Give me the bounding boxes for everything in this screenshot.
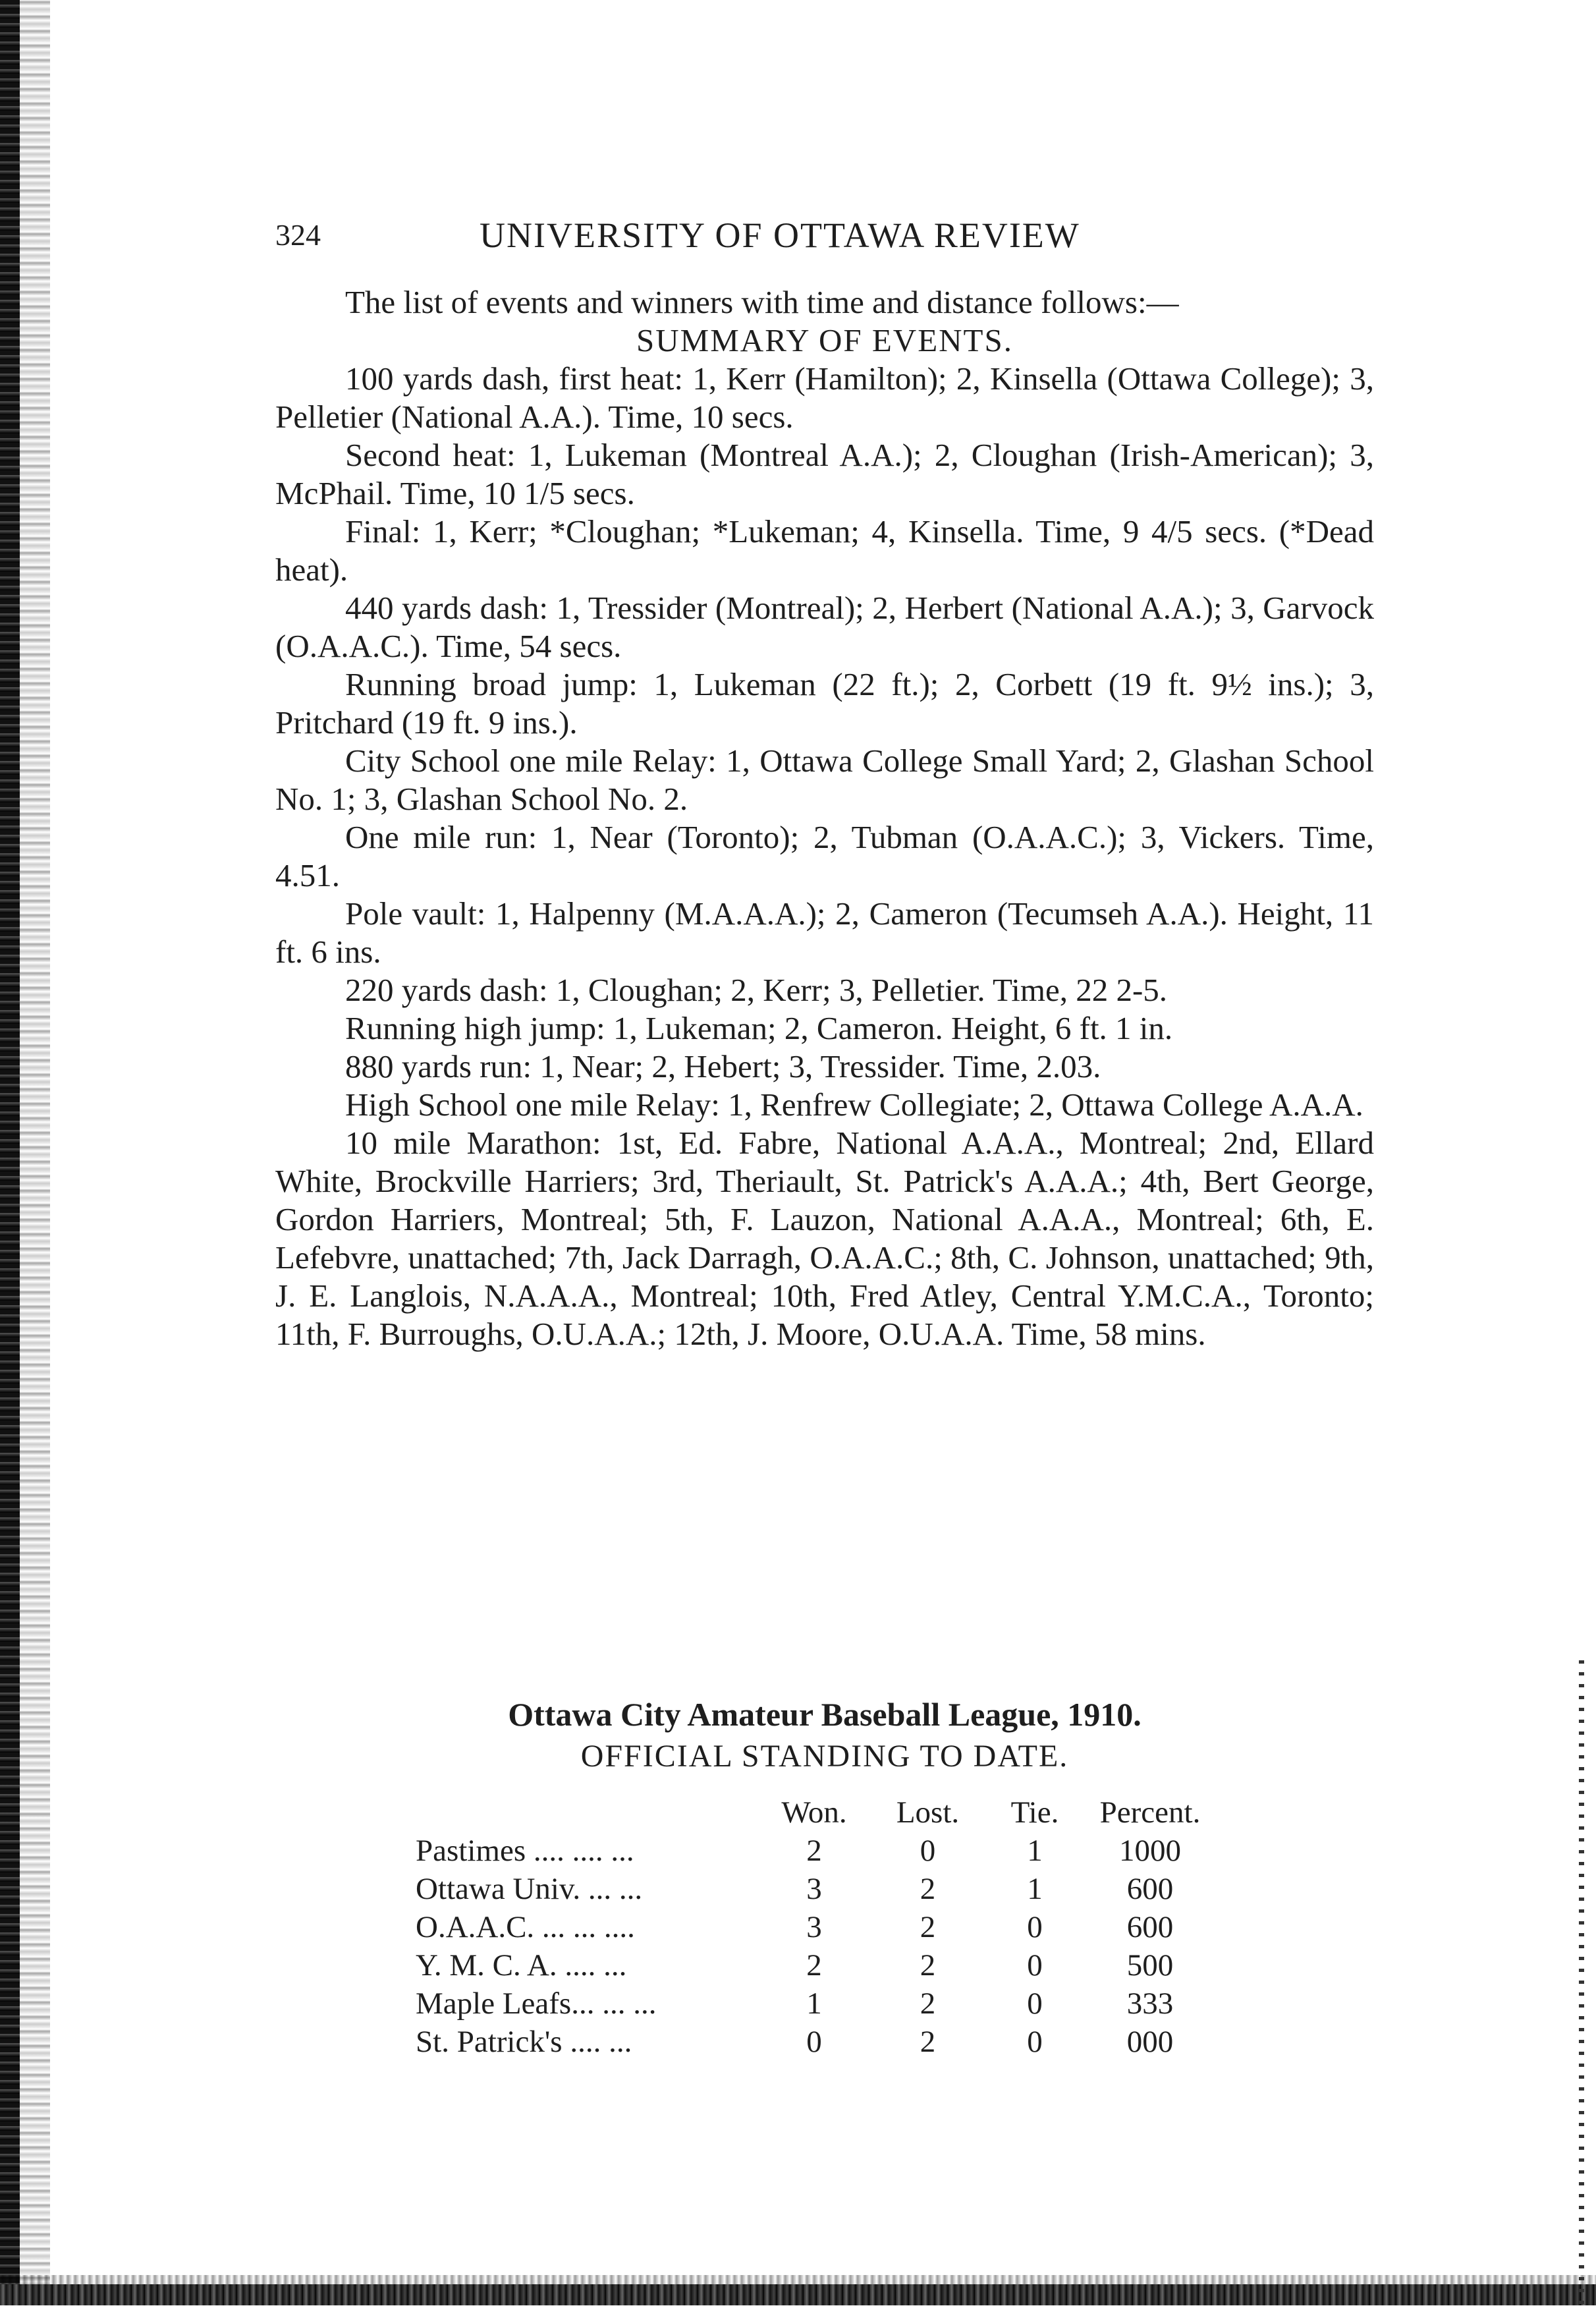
won-cell: 0 — [806, 2025, 822, 2059]
event-paragraph: City School one mile Relay: 1, Ottawa College Small Yard; 2, Glashan School No. 1; 3, Glashan School No. 2. — [275, 743, 1374, 817]
lost-cell: 2 — [920, 1948, 936, 1983]
lost-cell: 2 — [920, 1872, 936, 1906]
table-row — [416, 1984, 1216, 2023]
event-paragraph: Running high jump: 1, Lukeman; 2, Cameron. Height, 6 ft. 1 in. — [345, 1010, 1173, 1046]
table-row — [416, 1908, 1216, 1946]
lost-cell: 2 — [920, 2025, 936, 2059]
lost-cell: 2 — [920, 1986, 936, 2021]
standings-header-row — [416, 1793, 1216, 1832]
scan-edge-right — [1579, 1660, 1584, 2306]
table-row — [416, 2023, 1216, 2061]
won-cell: 2 — [806, 1948, 822, 1983]
league-title: Ottawa City Amateur Baseball League, 1910. — [508, 1696, 1142, 1733]
table-row — [416, 1832, 1216, 1870]
intro-paragraph: The list of events and winners with time and distance follows:— — [345, 284, 1179, 320]
summary-heading: SUMMARY OF EVENTS. — [636, 322, 1013, 358]
team-name: Maple Leafs... ... ... — [416, 1986, 657, 2021]
event-paragraph: Second heat: 1, Lukeman (Montreal A.A.); 2, Cloughan (Irish-American); 3, McPhail. Time, 10 1/5 secs. — [275, 437, 1374, 511]
table-row — [416, 1870, 1216, 1908]
event-paragraph: 220 yards dash: 1, Cloughan; 2, Kerr; 3, Pelletier. Time, 22 2-5. — [345, 972, 1168, 1008]
scan-binding-edge-left — [0, 0, 20, 2305]
percent-cell: 600 — [1126, 1872, 1174, 1906]
team-name: Ottawa Univ. ... ... — [416, 1872, 643, 1906]
won-cell: 1 — [806, 1986, 822, 2021]
team-name: St. Patrick's .... ... — [416, 2025, 632, 2059]
scan-edge-bottom — [0, 2284, 1596, 2305]
percent-cell: 600 — [1126, 1910, 1174, 1944]
percent-cell: 500 — [1126, 1948, 1174, 1983]
league-standings-section — [275, 1695, 1374, 2059]
standings-table — [416, 1793, 1216, 2061]
scan-edge-fringe-bottom — [0, 2275, 1596, 2284]
table-row — [416, 1946, 1216, 1984]
team-name: Y. M. C. A. .... ... — [416, 1948, 627, 1983]
percent-column-header: Percent. — [1099, 1795, 1201, 1830]
lost-column-header: Lost. — [896, 1795, 960, 1830]
event-paragraph: Running broad jump: 1, Lukeman (22 ft.); 2, Corbett (19 ft. 9½ ins.); 3, Pritchard (19 ft. 9 ins.). — [275, 666, 1374, 741]
lost-cell: 2 — [920, 1910, 936, 1944]
tie-cell: 0 — [1027, 1910, 1043, 1944]
percent-cell: 1000 — [1119, 1834, 1181, 1868]
percent-cell: 333 — [1126, 1986, 1174, 2021]
event-paragraph: Pole vault: 1, Halpenny (M.A.A.A.); 2, Cameron (Tecumseh A.A.). Height, 11 ft. 6 ins. — [275, 895, 1374, 970]
page-number: 324 — [275, 218, 321, 252]
percent-cell: 000 — [1126, 2025, 1174, 2059]
page-header — [275, 217, 1369, 270]
events-summary — [275, 283, 1374, 1353]
event-paragraph: 880 yards run: 1, Near; 2, Hebert; 3, Tressider. Time, 2.03. — [345, 1048, 1101, 1084]
tie-column-header: Tie. — [1010, 1795, 1059, 1830]
scan-binding-fringe-left — [20, 0, 50, 2305]
tie-cell: 1 — [1027, 1834, 1043, 1868]
event-paragraph: High School one mile Relay: 1, Renfrew Collegiate; 2, Ottawa College A.A.A. — [345, 1086, 1363, 1123]
event-paragraph: One mile run: 1, Near (Toronto); 2, Tubman (O.A.A.C.); 3, Vickers. Time, 4.51. — [275, 819, 1374, 893]
running-title: UNIVERSITY OF OTTAWA REVIEW — [480, 215, 1080, 255]
tie-cell: 0 — [1027, 1948, 1043, 1983]
tie-cell: 0 — [1027, 2025, 1043, 2059]
tie-cell: 1 — [1027, 1872, 1043, 1906]
won-cell: 3 — [806, 1872, 822, 1906]
team-name: O.A.A.C. ... ... .... — [416, 1910, 635, 1944]
team-column-header — [416, 1793, 758, 1832]
event-paragraph: 10 mile Marathon: 1st, Ed. Fabre, National A.A.A., Montreal; 2nd, Ellard White, Brockville Harriers; 3rd, Theriault, St. Patrick's A.A.A.; 4th, Bert George, Gordon Harriers, Montreal; 5th, F. Lauzon, National A.A.A., Montreal; 6th, E. Lefebvre, unattached; 7th, Jack Darragh, O.A.A.C.; 8th, C. Johnson, unattached; 9th, J. E. Langlois, N.A.A.A., Montreal; 10th, Fred Atley, Central Y.M.C.A., Toronto; 11th, F. Burroughs, O.U.A.A.; 12th, J. Moore, O.U.A.A. Time, 58 mins. — [275, 1125, 1374, 1352]
event-paragraph: 440 yards dash: 1, Tressider (Montreal); 2, Herbert (National A.A.); 3, Garvock (O.A.A.C.). Time, 54 secs. — [275, 590, 1374, 664]
team-name: Pastimes .... .... ... — [416, 1834, 634, 1868]
league-subtitle: OFFICIAL STANDING TO DATE. — [580, 1739, 1069, 1774]
won-cell: 3 — [806, 1910, 822, 1944]
event-paragraph: Final: 1, Kerr; *Cloughan; *Lukeman; 4, Kinsella. Time, 9 4/5 secs. (*Dead heat). — [275, 513, 1374, 588]
tie-cell: 0 — [1027, 1986, 1043, 2021]
won-column-header: Won. — [781, 1795, 847, 1830]
lost-cell: 0 — [920, 1834, 936, 1868]
won-cell: 2 — [806, 1834, 822, 1868]
event-paragraph: 100 yards dash, first heat: 1, Kerr (Hamilton); 2, Kinsella (Ottawa College); 3, Pelletier (National A.A.). Time, 10 secs. — [275, 360, 1374, 435]
